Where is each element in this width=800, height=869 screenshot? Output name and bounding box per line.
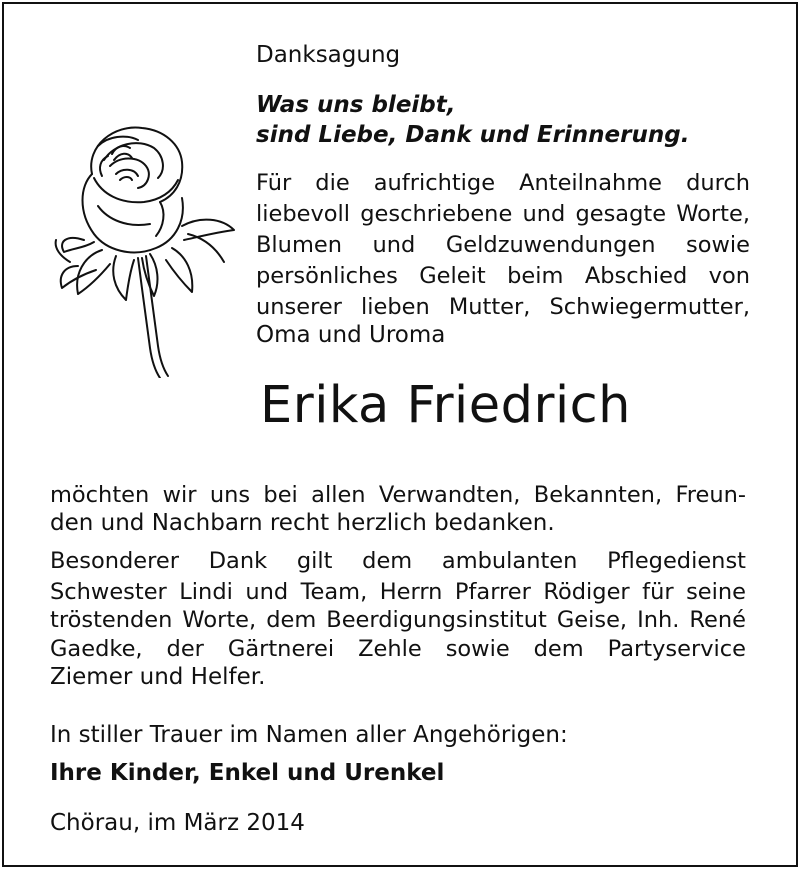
special-thanks-line: tröstenden Worte, dem Beerdigungsinstitut Geise, Inh. René [50,607,746,633]
deceased-name: Erika Friedrich [260,376,631,435]
motto-line-2: sind Liebe, Dank und Erinnerung. [256,122,690,148]
intro-line: persönliches Geleit beim Abschied von [256,263,750,289]
place-date: Chörau, im März 2014 [50,810,305,836]
intro-line: Blumen und Geldzuwendungen sowie [256,232,750,258]
special-thanks-line: Ziemer und Helfer. [50,664,266,690]
mourning-line: In stiller Trauer im Namen aller Angehörigen: [50,722,568,748]
obituary-notice [2,2,798,867]
intro-line: unserer lieben Mutter, Schwiegermutter, [256,294,750,320]
special-thanks-line: Gaedke, der Gärtnerei Zehle sowie dem Partyservice [50,636,746,662]
rose-icon [54,116,244,378]
special-thanks-line: Besonderer Dank gilt dem ambulanten Pflegedienst [50,548,746,574]
intro-line: Für die aufrichtige Anteilnahme durch [256,170,750,196]
intro-line: liebevoll geschriebene und gesagte Worte, [256,201,750,227]
thanks-line: möchten wir uns bei allen Verwandten, Bekannten, Freun- [50,482,746,508]
special-thanks-line: Schwester Lindi und Team, Herrn Pfarrer Rödiger für seine [50,579,746,605]
intro-line: Oma und Uroma [256,322,446,348]
family-signature: Ihre Kinder, Enkel und Urenkel [50,760,445,786]
thanks-line: den und Nachbarn recht herzlich bedanken. [50,510,555,536]
motto-line-1: Was uns bleibt, [256,92,456,118]
heading: Danksagung [256,42,401,68]
